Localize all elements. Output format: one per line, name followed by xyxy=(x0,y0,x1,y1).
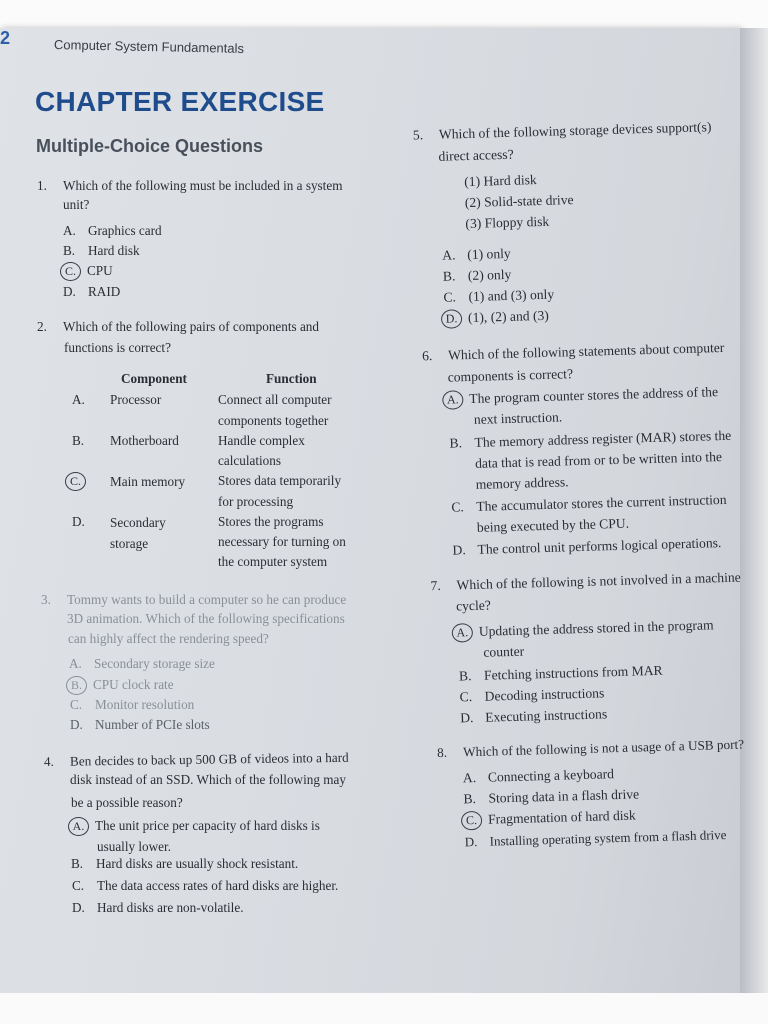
answer-mark-circle: A. xyxy=(442,390,464,410)
answer-mark-circle: B. xyxy=(66,676,87,695)
question-5-option-a: A. (1) only xyxy=(442,245,511,263)
page-edge xyxy=(740,28,768,993)
question-8-option-a: A. Connecting a keyboard xyxy=(462,766,615,786)
question-5-stem: 5. Which of the following storage devices support(s) xyxy=(412,119,712,143)
question-5-item-1: (1) Hard disk xyxy=(464,172,537,190)
question-3-option-b: B. CPU clock rate xyxy=(69,675,174,696)
question-7-option-c: C. Decoding instructions xyxy=(459,685,605,705)
table-row-a-letter: A. xyxy=(72,392,85,407)
table-row-b-letter: B. xyxy=(72,433,85,448)
question-1-stem-line2: unit? xyxy=(63,197,90,212)
answer-mark-circle: C. xyxy=(65,472,86,491)
question-4-option-a-line2: usually lower. xyxy=(97,839,171,854)
table-row-d-function: Stores the programs xyxy=(218,514,324,529)
question-6-option-b-line2: data that is read from or to be written into the xyxy=(474,449,723,471)
question-5-option-b: B. (2) only xyxy=(442,266,512,284)
question-3-option-a: A. Secondary storage size xyxy=(69,656,215,671)
table-row-c-function: Stores data temporarily xyxy=(218,473,342,488)
table-row-d-letter: D. xyxy=(72,514,85,529)
question-6-option-c: C. The accumulator stores the current instruction xyxy=(451,491,727,515)
question-1-stem: 1. Which of the following must be included in a system xyxy=(37,178,343,193)
table-row-b-component: Motherboard xyxy=(110,433,179,448)
question-1-option-d: D. RAID xyxy=(63,284,121,299)
question-3-stem: 3. Tommy wants to build a computer so he can produce xyxy=(41,592,347,607)
table-row-b-function-2: calculations xyxy=(218,453,281,468)
answer-mark-circle: C. xyxy=(60,262,81,281)
question-4-option-a: A. The unit price per capacity of hard disks is xyxy=(71,816,320,837)
table-row-c-component: Main memory xyxy=(110,474,186,489)
question-3-stem-line3: can highly affect the rendering speed? xyxy=(68,631,269,646)
bottom-margin xyxy=(0,993,768,1024)
question-4-stem-line3: be a possible reason? xyxy=(71,795,183,810)
question-5-stem-line2: direct access? xyxy=(438,146,514,164)
question-4-stem-line2: disk instead of an SSD. Which of the following may xyxy=(70,772,346,787)
page-number: 2 xyxy=(0,28,11,48)
table-header-function: Function xyxy=(266,371,317,386)
table-row-d-component: Secondary xyxy=(110,515,166,530)
answer-mark-circle: A. xyxy=(452,623,474,643)
question-7-option-d: D. Executing instructions xyxy=(460,706,608,726)
table-row-a-component: Processor xyxy=(110,392,162,407)
table-row-c-function-2: for processing xyxy=(218,494,294,509)
question-7-option-b: B. Fetching instructions from MAR xyxy=(458,662,663,684)
question-1-option-a: A. Graphics card xyxy=(63,223,162,238)
question-8-option-d: D. Installing operating system from a flash drive xyxy=(464,827,727,850)
question-8-option-b: B. Storing data in a flash drive xyxy=(463,786,640,807)
running-head: Computer System Fundamentals xyxy=(53,37,245,56)
question-6-stem-line2: components is correct? xyxy=(447,366,574,385)
question-4-stem: 4. Ben decides to back up 500 GB of videos into a hard xyxy=(43,749,349,769)
question-1-option-c: C. CPU xyxy=(63,261,113,282)
table-header-component: Component xyxy=(121,371,187,386)
question-7-stem-line2: cycle? xyxy=(455,597,492,614)
section-title: Multiple-Choice Questions xyxy=(36,136,264,156)
question-6-option-b-line3: memory address. xyxy=(475,474,569,492)
question-7-option-a-line2: counter xyxy=(483,643,525,660)
question-6-option-c-line2: being executed by the CPU. xyxy=(476,515,630,535)
question-3-option-c: C. Monitor resolution xyxy=(70,697,195,712)
question-7-option-a: A. Updating the address stored in the program xyxy=(455,614,714,642)
chapter-title: CHAPTER EXERCISE xyxy=(35,86,325,117)
question-3-stem-line2: 3D animation. Which of the following specifications xyxy=(67,611,345,626)
table-row-c-letter xyxy=(68,471,92,492)
question-2-stem-line2: functions is correct? xyxy=(64,340,171,355)
table-row-a-function: Connect all computer xyxy=(218,392,332,407)
table-row-d-function-3: the computer system xyxy=(218,554,328,569)
question-7-stem: 7. Which of the following is not involved in a machine xyxy=(430,569,741,594)
question-3-option-d: D. Number of PCIe slots xyxy=(70,717,210,732)
question-4-option-c: C. The data access rates of hard disks are higher. xyxy=(72,878,339,893)
question-4-option-b: B. Hard disks are usually shock resistant. xyxy=(71,856,299,871)
question-6-option-d: D. The control unit performs logical operations. xyxy=(452,535,722,558)
question-8-option-c: C. Fragmentation of hard disk xyxy=(464,805,636,831)
table-row-d-function-2: necessary for turning on xyxy=(218,534,346,549)
answer-mark-circle: C. xyxy=(461,811,483,831)
question-5-item-2: (2) Solid-state drive xyxy=(464,192,574,211)
question-5-item-3: (3) Floppy disk xyxy=(465,213,550,232)
question-6-option-a: A. The program counter stores the address of the xyxy=(445,381,718,410)
question-6-option-a-line2: next instruction. xyxy=(473,409,563,427)
table-row-b-function: Handle complex xyxy=(218,433,305,448)
top-margin xyxy=(0,0,768,28)
question-2-stem: 2. Which of the following pairs of components and xyxy=(37,319,319,334)
question-8-stem: 8. Which of the following is not a usage of a USB port? xyxy=(436,736,745,761)
question-1-option-b: B. Hard disk xyxy=(63,243,140,258)
answer-mark-circle: D. xyxy=(441,309,463,329)
table-row-a-function-2: components together xyxy=(218,413,329,428)
question-5-option-c: C. (1) and (3) only xyxy=(443,286,555,305)
question-6-stem: 6. Which of the following statements about computer xyxy=(421,339,725,364)
table-row-d-component-2: storage xyxy=(110,536,149,551)
question-5-option-d: D. (1), (2) and (3) xyxy=(444,305,549,329)
question-4-option-d: D. Hard disks are non-volatile. xyxy=(72,900,244,915)
answer-mark-circle: A. xyxy=(68,817,89,836)
question-6-option-b: B. The memory address register (MAR) stores the xyxy=(449,427,732,451)
